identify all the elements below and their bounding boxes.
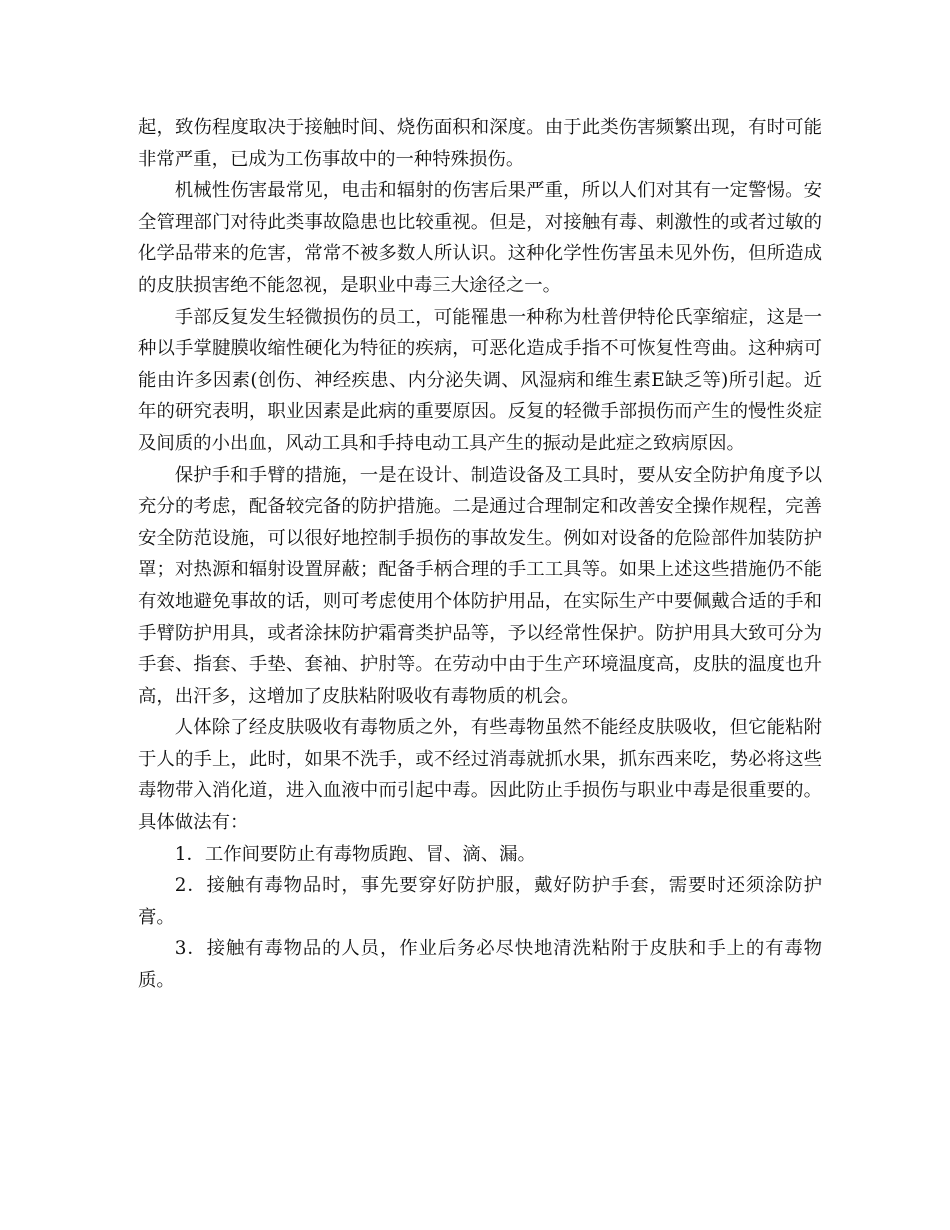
paragraph-2: 机械性伤害最常见，电击和辐射的伤害后果严重，所以人们对其有一定警惕。安全管理部门对待此类事故隐患也比较重视。但是，对接触有毒、刺激性的或者过敏的化学品带来的危害，常常不被多数人所认识。这种化学性伤害虽未见外伤，但所造成的皮肤损害绝不能忽视，是职业中毒三大途径之一。 <box>138 180 822 296</box>
list-item-2: 2．接触有毒物品时，事先要穿好防护服，戴好防护手套，需要时还须涂防护膏。 <box>138 875 822 928</box>
list-item-3: 3．接触有毒物品的人员，作业后务必尽快地清洗粘附于皮肤和手上的有毒物质。 <box>138 938 822 992</box>
paragraph-4: 保护手和手臂的措施，一是在设计、制造设备及工具时，要从安全防护角度予以充分的考虑，配备较完备的防护措施。二是通过合理制定和改善安全操作规程，完善安全防范设施，可以很好地控制手损伤的事故发生。例如对设备的危险部件加装防护罩；对热源和辐射设置屏蔽；配备手柄合理的手工工具等。如果上述这些措施仍不能有效地避免事故的话，则可考虑使用个体防护用品，在实际生产中要佩戴合适的手和手臂防护用具，或者涂抹防护霜膏类护品等，予以经常性保护。防护用具大致可分为手套、指套、手垫、套袖、护肘等。在劳动中由于生产环境温度高，皮肤的温度也升高，出汗多，这增加了皮肤粘附吸收有毒物质的机会。 <box>138 464 822 707</box>
paragraph-3: 手部反复发生轻微损伤的员工，可能罹患一种称为杜普伊特伦氏挛缩症，这是一种以手掌腱膜收缩性硬化为特征的疾病，可恶化造成手指不可恢复性弯曲。这种病可能由许多因素(创伤、神经疾患、内分泌失调、风湿病和维生素E缺乏等)所引起。近年的研究表明，职业因素是此病的重要原因。反复的轻微手部损伤而产生的慢性炎症及间质的小出血，风动工具和手持电动工具产生的振动是此症之致病原因。 <box>138 306 822 454</box>
paragraph-5: 人体除了经皮肤吸收有毒物质之外，有些毒物虽然不能经皮肤吸收，但它能粘附于人的手上，此时，如果不洗手，或不经过消毒就抓水果，抓东西来吃，势必将这些毒物带入消化道，进入血液中而引起中毒。因此防止手损伤与职业中毒是很重要的。具体做法有： <box>138 717 822 834</box>
document-body <box>138 112 822 997</box>
paragraph-1: 起，致伤程度取决于接触时间、烧伤面积和深度。由于此类伤害频繁出现，有时可能非常严重，已成为工伤事故中的一种特殊损伤。 <box>138 117 822 170</box>
list-item-1: 1．工作间要防止有毒物质跑、冒、滴、漏。 <box>174 843 536 865</box>
